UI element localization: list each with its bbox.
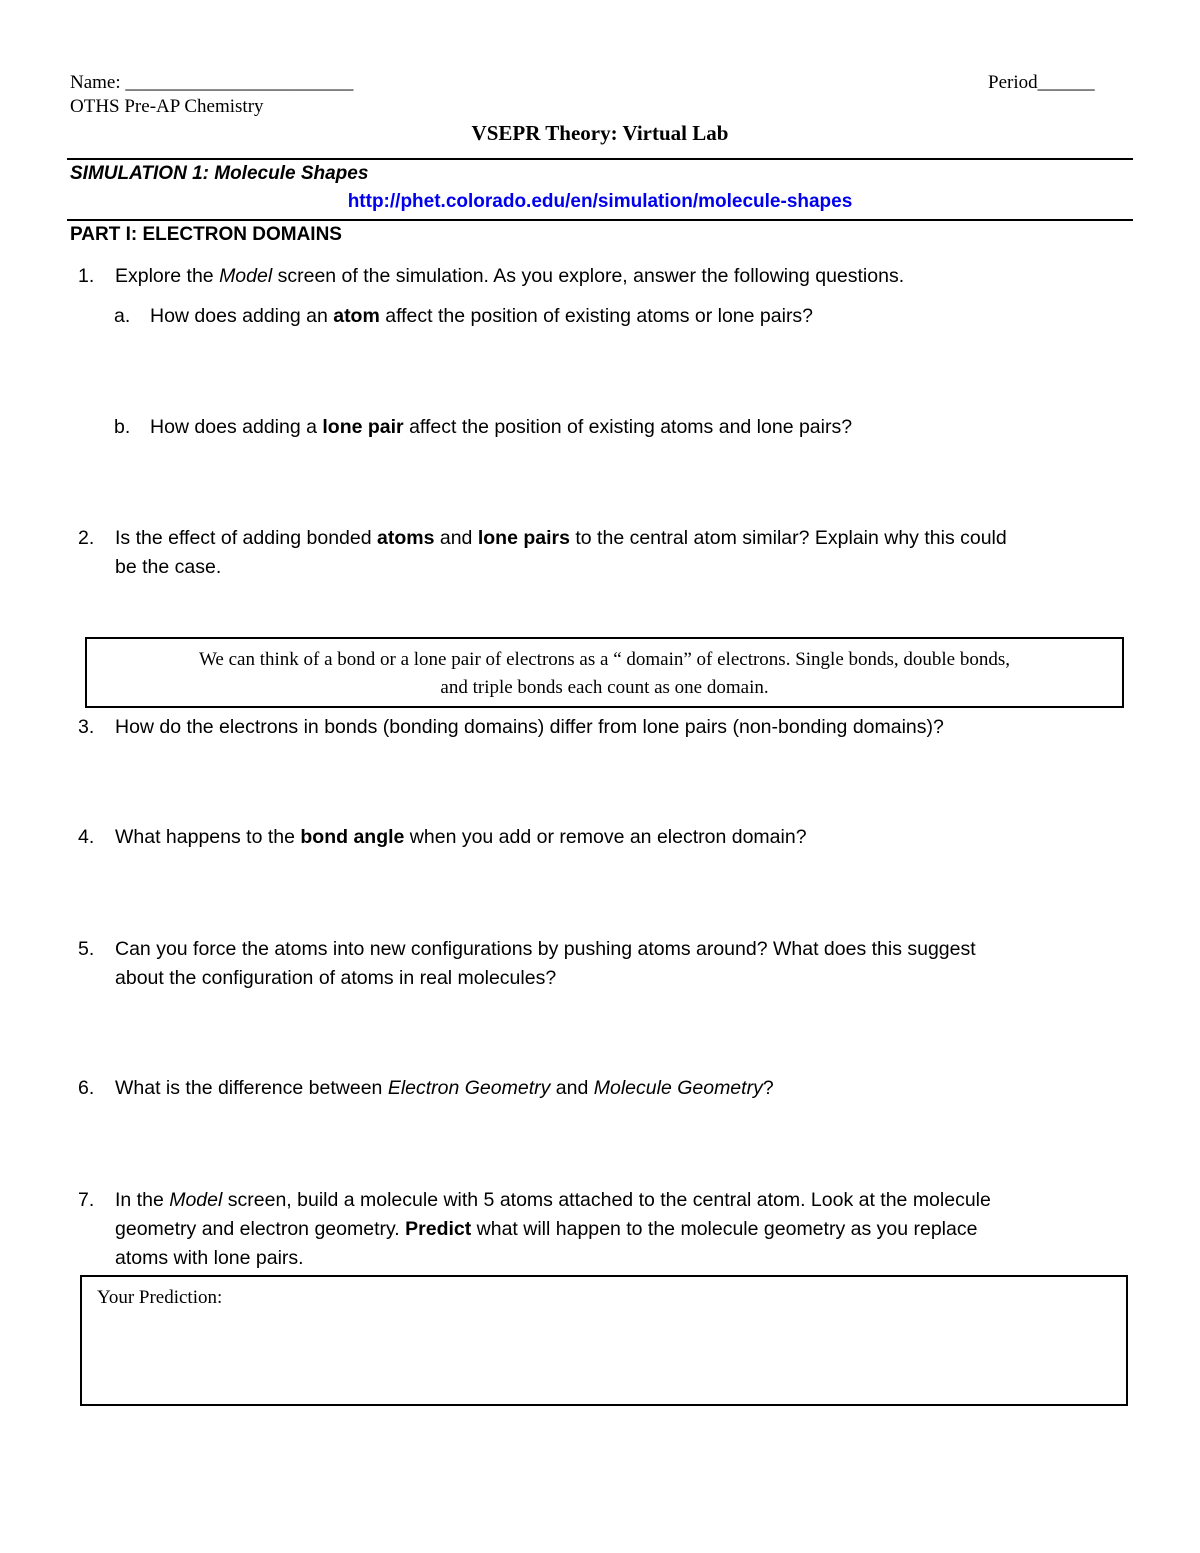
domain-definition-box [85,637,1124,708]
domain-definition-line-1: We can think of a bond or a lone pair of electrons as a “ domain” of electrons. Single bonds, double bonds, [198,649,1011,670]
simulation-heading: SIMULATION 1: Molecule Shapes [70,163,369,184]
prediction-answer-box[interactable] [80,1275,1128,1406]
name-field-label: Name: ________________________ [70,72,354,93]
domain-definition-line-2: and triple bonds each count as one domain. [440,677,769,698]
question-number: 5. [78,938,95,960]
question-number: 3. [78,716,95,738]
question-text: In the Model screen, build a molecule with 5 atoms attached to the central atom. Look at the molecule geometry and electron geometry. Predict what will happen to the molecule geometry as you replace atoms with lone pairs. [115,1189,991,1269]
question-text: Can you force the atoms into new configurations by pushing atoms around? What does this suggest about the configuration of atoms in real molecules? [115,938,976,989]
question-number: 4. [78,826,95,848]
question-text: Is the effect of adding bonded atoms and lone pairs to the central atom similar? Explain why this could be the case. [115,527,1007,578]
part-heading: PART I: ELECTRON DOMAINS [70,224,342,245]
section-divider [67,219,1133,221]
prediction-label: Your Prediction: [97,1287,223,1308]
question-text: How does adding a lone pair affect the position of existing atoms and lone pairs? [150,416,853,438]
question-number: 2. [78,527,95,549]
period-field-label: Period______ [988,72,1095,93]
question-number: 6. [78,1077,95,1099]
simulation-link[interactable]: http://phet.colorado.edu/en/simulation/molecule-shapes [347,191,853,212]
page-title: VSEPR Theory: Virtual Lab [471,121,729,145]
question-number: 1. [78,265,95,287]
question-number: a. [114,305,131,327]
question-text: How do the electrons in bonds (bonding domains) differ from lone pairs (non-bonding domains)? [115,716,944,738]
question-text: What is the difference between Electron Geometry and Molecule Geometry? [115,1077,774,1099]
question-text: Explore the Model screen of the simulation. As you explore, answer the following questions. [115,265,905,287]
course-name: OTHS Pre-AP Chemistry [70,96,264,117]
question-number: 7. [78,1189,95,1211]
top-divider [67,158,1133,160]
question-text: How does adding an atom affect the position of existing atoms or lone pairs? [150,305,814,327]
question-text: What happens to the bond angle when you add or remove an electron domain? [115,826,807,848]
question-number: b. [114,416,131,438]
